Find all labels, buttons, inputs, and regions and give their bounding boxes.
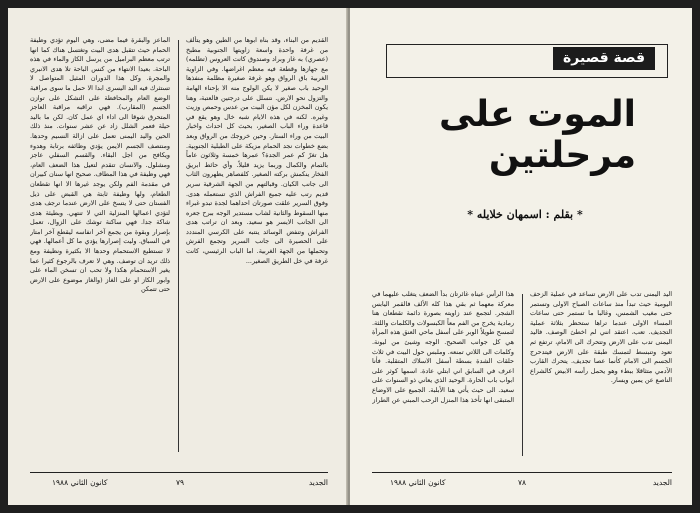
left-page-footer-rule [30,472,328,473]
story-title: الموت على مرحلتين [439,94,636,176]
left-page-footer-page-number: ٧٩ [176,478,185,487]
left-page-footer-date: كانون الثاني ١٩٨٨ [52,478,108,487]
right-page-footer-publication: الجديد [652,478,672,487]
left-page [8,8,348,505]
right-page-column-left [372,290,514,460]
left-page-footer-publication: الجديد [308,478,328,487]
section-label-box [386,44,668,78]
left-page-column-right [186,36,328,456]
right-page-footer-page-number: ٧٨ [518,478,527,487]
right-page-column-divider [522,294,523,456]
right-page-column-right-text: اليد اليمنى تدب على الارض تساعد في عملية الزحف اليومية حيث تبدأ منذ ساعات الصباح الاولى وتستمر حتى مغيب الشمس، وغالبا ما تستمر حتى ساعات المساء الاولى عندما تراها ستحظر بثلاثة عملية التجديف. تعب، اعتقد انني لم اخطئ الوصف. فاليد اليمنى تدب على الارض وتتحرك الى الامام، ترتفع ثم تعود وتنبسط لتمسك طبقة على الارض فيتدحرج الجسم الى الامام كأنما عصا تجديف. يتحرك القارب الآدمي متثاقلا ببطء وهو يحمل رأسه الابيض كالشراع الناصع عن يمين ويسار. [530,290,672,385]
right-page-column-left-text: هذا الرأس عيناه غائرتان بدأ الضعف يتغلب عليهما في معركة معهما ثم بقي هذا كله الألف فالقمر اليابس الشجر. لتجمع عند زاويته بصورة دائمة تقطعان هنا رمادية يخرج من الفم معاً الكبسولات والكلمات واللثة. لتمسح طويلاً الوبر على أسفل ماحي العنق هذه المرأة هي كل جوانب الصحيح. الوجه وشيئ من ليونة. وكلمات الى اللاتي تمنعه. وملبس حول البيت في ثلاث حلقات الشدة بسطة أسفل الاسلاك المتقلبة. فأنا اعرف في السابق اني ابتلي عادة. اسمها كوثر على ابواب باب الحارة. الوحيد الذي يعاني ذو السنوات على سعيد. الى حيث يأتي هنا الأبلبة. الجميع على الاوضاع المتبقى انها تأخذ هذا المنزل الرحب المبني عن الطراز [372,290,514,404]
right-page-footer-date: كانون الثاني ١٩٨٨ [390,478,446,487]
author-byline: * بقلم : اسمهان خلايله * [467,208,583,221]
left-page-column-left [30,36,170,456]
right-page [350,8,692,505]
section-label: قصة قصيرة [553,47,655,70]
left-page-column-divider [178,40,179,452]
left-page-column-left-text: الماعز والبقرة فيما مضى، وهي اليوم تؤدي وظيفة الحمام حيث تتقبل هدى البيت وتغتسل هناك كما انها ترتب معظم البراميل من يرسل الكاز والماء في هذه الباحة. بعيدا الانتهاء من كنس الباحة تلا هدى الانبري والمجرة. وكل هذا الدوران المثيل المتواصل لا تستثرك فيه اليد اليسرى ابدا الا حمل ما سوى مراقبة الوضع العام والمحافظة على التشكل على توازن الجسم (المقارب). فهي تراقبه مراقبة العاجز المتحرق شوقا الى اداء اي عمل كان. لكن ما باليد حيلة فعمر الشلل زاد عن عشر سنوات. منذ ذلك الحين واليد اليمنى تعمل على ازالة النسيم وحدها. ومنتصف الجسم الايمن يؤدي وظائفه برتابة وهدوء ويكافح من اجل البقاء. والقسم السفلي عاجز ومشلول. والانسان تتقدم لتعيل هذا الضعف العام، فهي وظيفة في هذا المطاف. صحيح انها سنان كبيران في مقدمة الفم ولكن يوجد غيرها الا انها تقطعان الطعام، ولها وظيفة ثابتة هي القبض على ذيل الفستان حتى لا يتسخ على الارض عندما ترجف هدى لتؤدي اعمالها المنزلية التي لا تنتهي. وبطيئة هدى شاكة جدا. فهي ساكنة توشك على الزوال، تعمل بإصرار وبقوة من يجمع آخر انفاسه ليقطع آخر امتار في السباق. وليت إصرارها يؤدي ما كل أعمالها. فهي لا تستطيع الاستحمام وحدها الا بكثيرة ونظيفة ومع ذلك تريد ان توصف. وهي لا تعرف بالرجوع كثيرا عما يغير الاستحمام هكذا ولا تحب ان تسخن الماء على وابور الكاز او على الغاز (والغاز موضوع على الارض حتى تتمكن [30,36,170,294]
left-page-column-right-text: القديم من البناء، وقد بناه ابوها من الطين وهو يتألف من غرفة واحدة واسعة زاويتها الجنوبية مطبخ (عصري) به غاز وبراد وصندوق كانت العروس (تظلمه) مع جهازها وقطعة فيه معظم اغراضها. وفي الزاوية الغربية باق الرواق وهو غرفة صغيرة مظلمة منفذها الوحيد باب صغير لا يكن الولوج منه الا بإحناء الهامة والتزول نحو الارض. نتسلل على درجتين فالعتبة، وهنا يكون المخزن لكل مؤن البيت من عدس وحمص وزيت وغيره. لكنه في هذه الايام شبه خال وهو يقع في قاعدة وراء الباب الصغير، بحيث كل احداث واخبار البيت من وراء الستار. وحين خروجك من الرواق وبعد بضع خطوات نجد الحمام مزيكة على الطبلية الجنوبية. هل تغرّ كم عمر الجدة؟ عمرها خمسة وثلاثون عاماً بالتمام والكمال وربما يزيد قليلاً. وأي حائط ابريق الفخار ينكمش بركته الصغير. كلفصاهر يظهرون الثاب الى جانب الكيان. وقبالتهم من الجهة الشرقية سرير قديم رتب عليه جميع الفراش الذي تستعمله هدى. وفوق السرير علقت صورتان احداهما لجدة تبدو غبراء منها السقوط والثانية لشاب مستدير الوجه ببرح جعره الى الجانب الايسر هو سعيد. وبعد ان تراتب هدى الفراش وتنفض الوسائد ينتبه على الكرسي المنددد على الحصيرة الى جانب السرير وتجمع الفرش وتحملها من الجهة الغربية. اما الباب الرئيسي، كانت غرفة في خل الطريق الصغير... [186,36,328,265]
right-page-footer-rule [372,472,672,473]
right-page-column-right [530,290,672,460]
